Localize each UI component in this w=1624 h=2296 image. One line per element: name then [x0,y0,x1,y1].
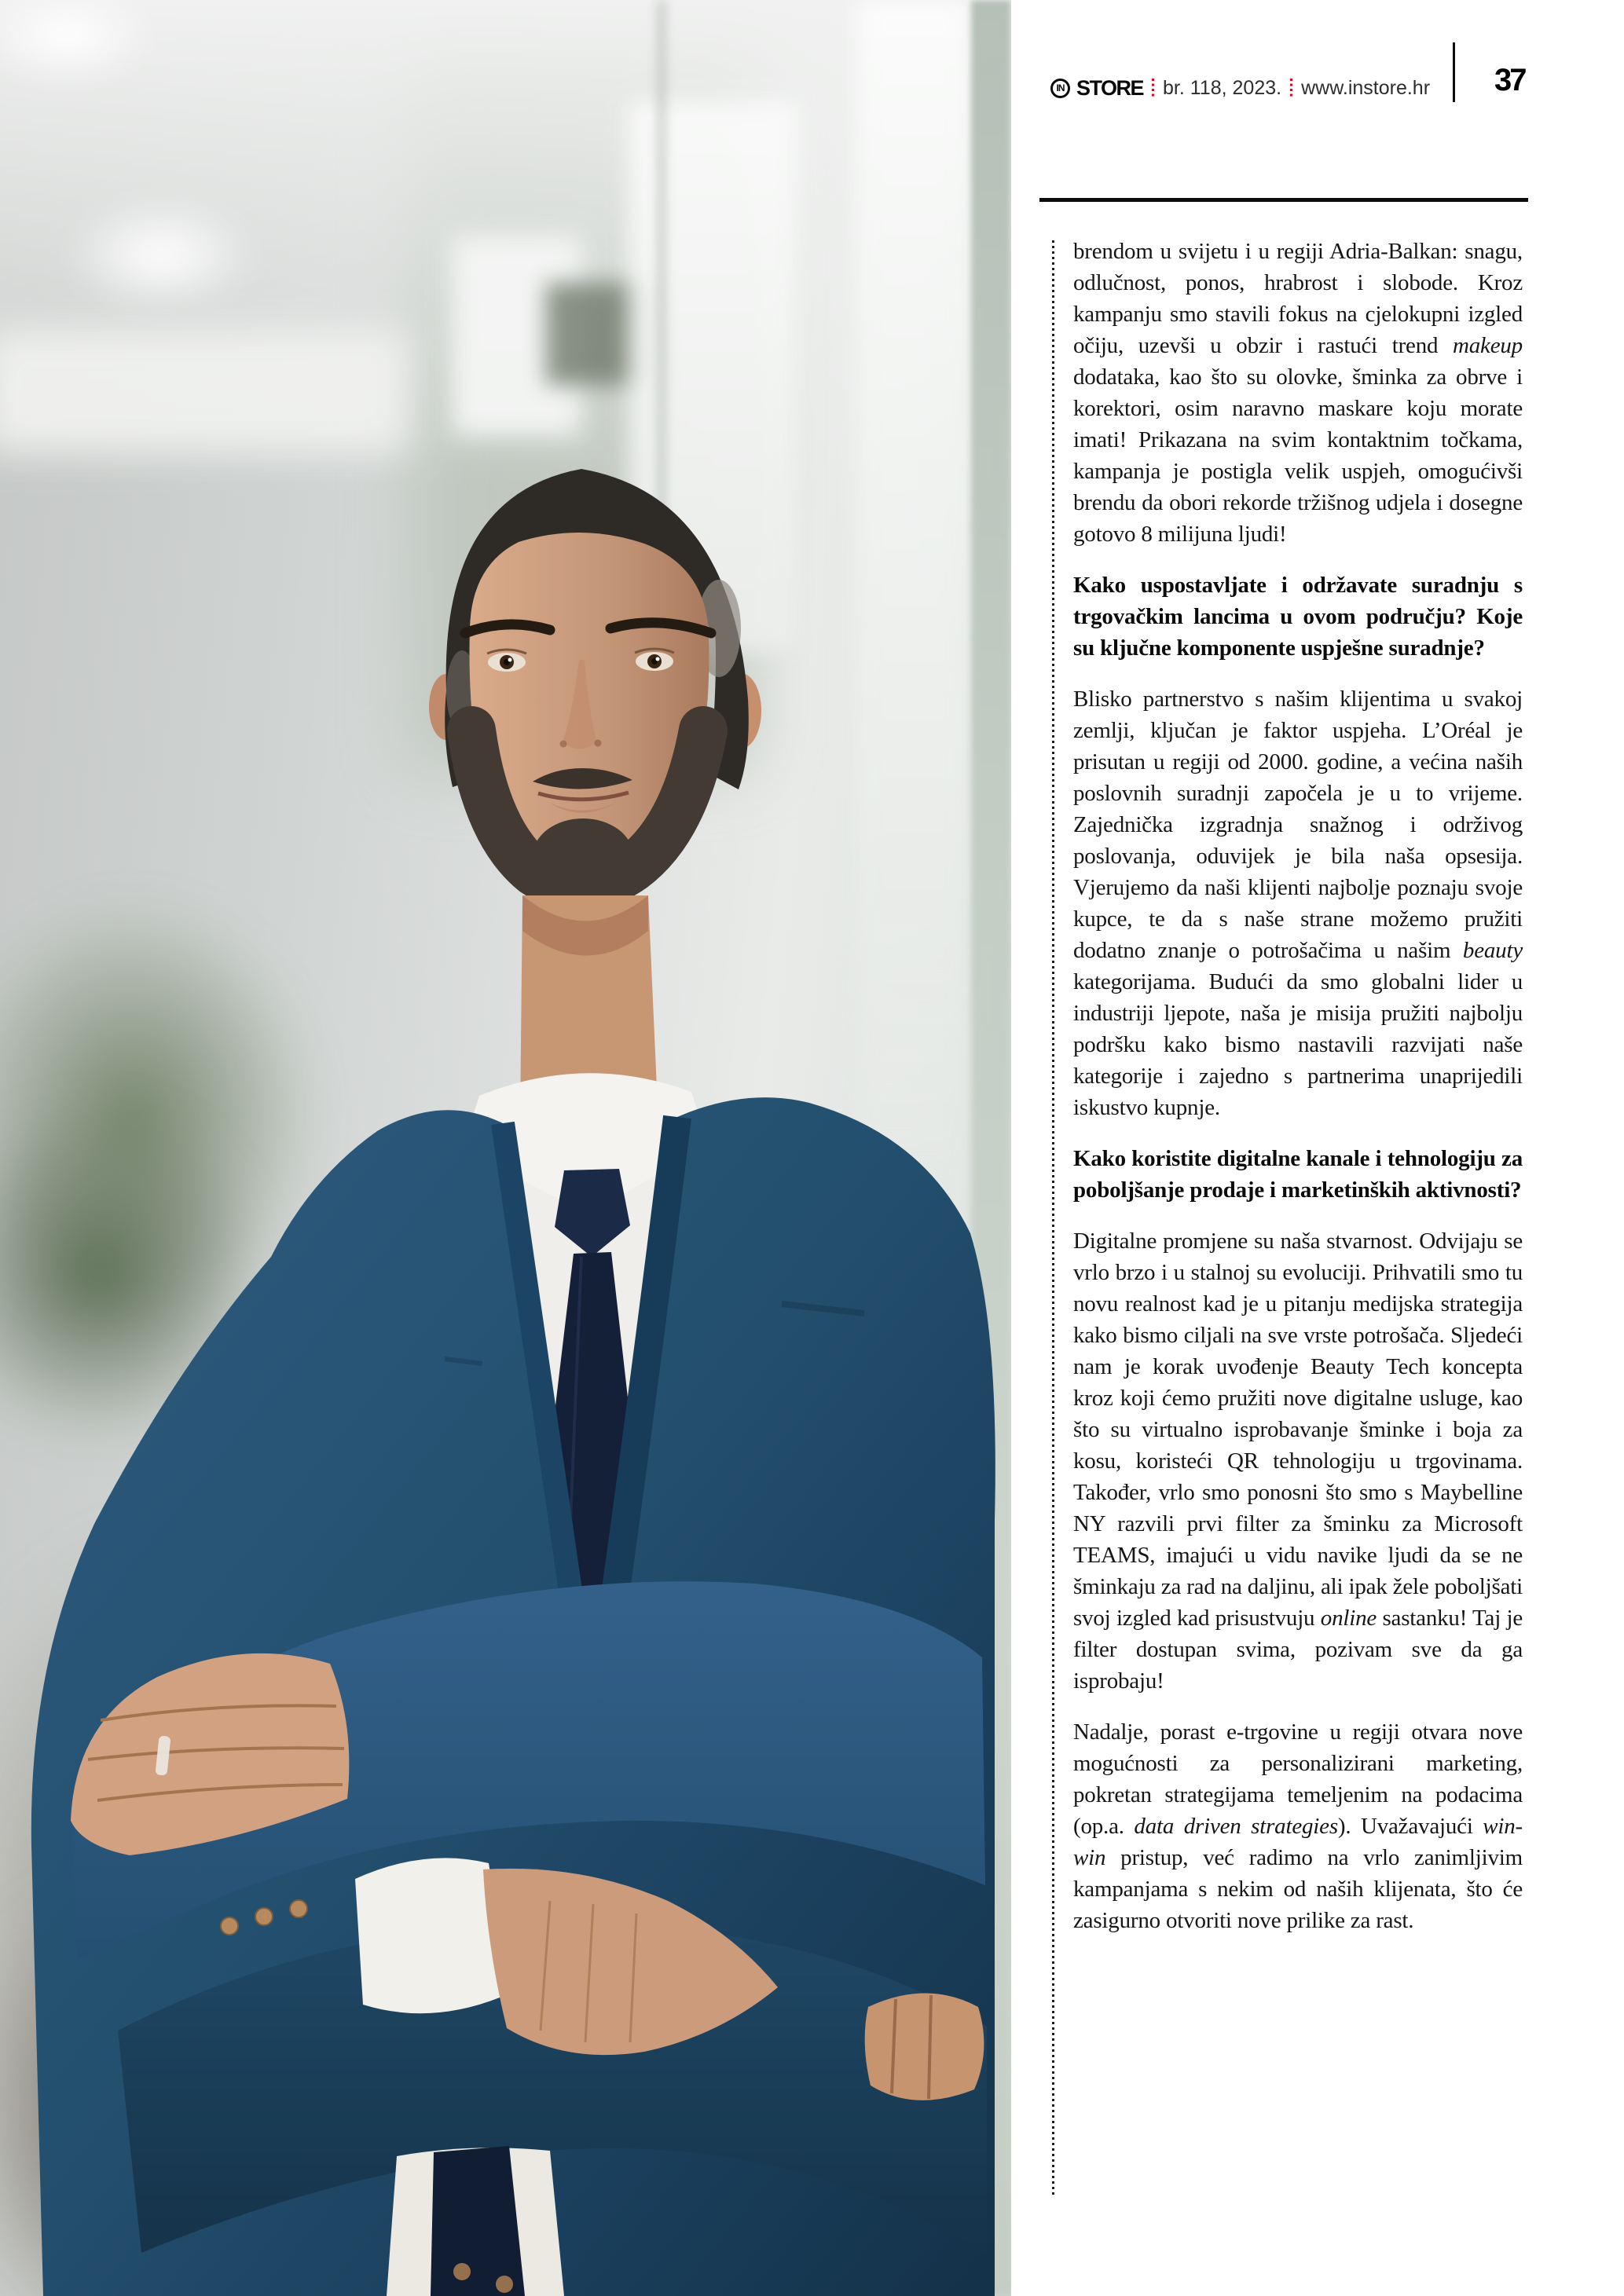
article-paragraph: Blisko partnerstvo s našim klijentima u svakoj zemlji, ključan je faktor uspjeha. L’Oréal je prisutan u regiji od 2000. godine, a većina naših poslovnih suradnji započela je u to vrijeme. Zajednička izgradnja snažnog i održivog poslovanja, oduvijek je bila naša opsesija. Vjerujemo da naši klijenti najbolje poznaju svoje kupce, te da s naše strane možemo pružiti dodatno znanje o potrošačima u našim beauty kategorijama. Budući da smo globalni lider u industriji ljepote, naša je misija pružiti najbolju podršku kako bismo nastavili razvijati naše kategorije i zajedno s partnerima unaprijedili iskustvo kupnje. [1073,687,1523,1120]
right-hand [865,1994,984,2100]
logo-in-monogram: IN [1056,82,1065,93]
website-url: www.instore.hr [1301,76,1431,99]
chin-beard [533,818,633,894]
instore-logo-icon [1050,79,1070,98]
page-number: 37 [1494,63,1525,97]
interview-question: Kako koristite digitalne kanale i tehnologiju za poboljšanje prodaje i marketinških aktivnosti? [1073,1146,1523,1203]
red-dotted-separator [1290,79,1292,98]
issue-number: br. 118, 2023. [1163,76,1282,99]
section-rule [1039,198,1528,202]
column-dotted-border [1052,240,1054,2196]
interview-question: Kako uspostavljate i održavate suradnju s trgovačkim lancima u ovom području? Koje su ključne komponente uspješne suradnje? [1073,573,1523,661]
logo-store-wordmark: STORE [1076,75,1144,100]
tie-tip [431,2146,525,2296]
page-header [1050,72,1430,104]
page-number-divider [1453,42,1455,102]
person-head [429,469,761,901]
article-column [1073,236,1523,1956]
red-dotted-separator [1152,79,1154,98]
article-paragraph: Nadalje, porast e-trgovine u regiji otvara nove mogućnosti za personalizirani marketing, pokretan strategijama temeljenim na podacima (op.a. data driven strategies). Uvažavajući win-win pristup, već radimo na vrlo zanimljivim kampanjama s nekim od naših klijenata, što će zasigurno otvoriti nove prilike za rast. [1073,1719,1523,1933]
article-paragraph: brendom u svijetu i u regiji Adria-Balkan: snagu, odlučnost, ponos, hrabrost i slobode. Kroz kampanju smo stavili fokus na cjelokupni izgled očiju, uzevši u obzir i rastući trend makeup dodataka, kao što su olovke, šminka za obrve i korektori, osim naravno maskare koju morate imati! Prikazana na svim kontaktnim točkama, kampanja je postigla velik uspjeh, omogućivši brendu da obori rekorde tržišnog udjela i dosegne gotovo 8 milijuna ljudi! [1073,239,1523,547]
article-paragraph: Digitalne promjene su naša stvarnost. Odvijaju se vrlo brzo i u stalnoj su evoluciji. Prihvatili smo tu novu realnost kad je u pitanju medijska strategija kako bismo ciljali na sve vrste potrošača. Sljedeći nam je korak uvođenje Beauty Tech koncepta kroz koji ćemo pružiti nove digitalne usluge, kao što su virtualno isprobavanje šminke i boja za kosu, koristeći QR tehnologiju u trgovinama. Također, vrlo smo ponosni što smo s Maybelline NY razvili prvi filter za šminku za Microsoft TEAMS, imajući u vidu navike ljudi da se ne šminkaju za rad na daljinu, ali ipak žele poboljšati svoj izgled kad prisustvuju online sastanku! Taj je filter dostupan svima, pozivam sve da ga isprobaju! [1073,1229,1523,1694]
